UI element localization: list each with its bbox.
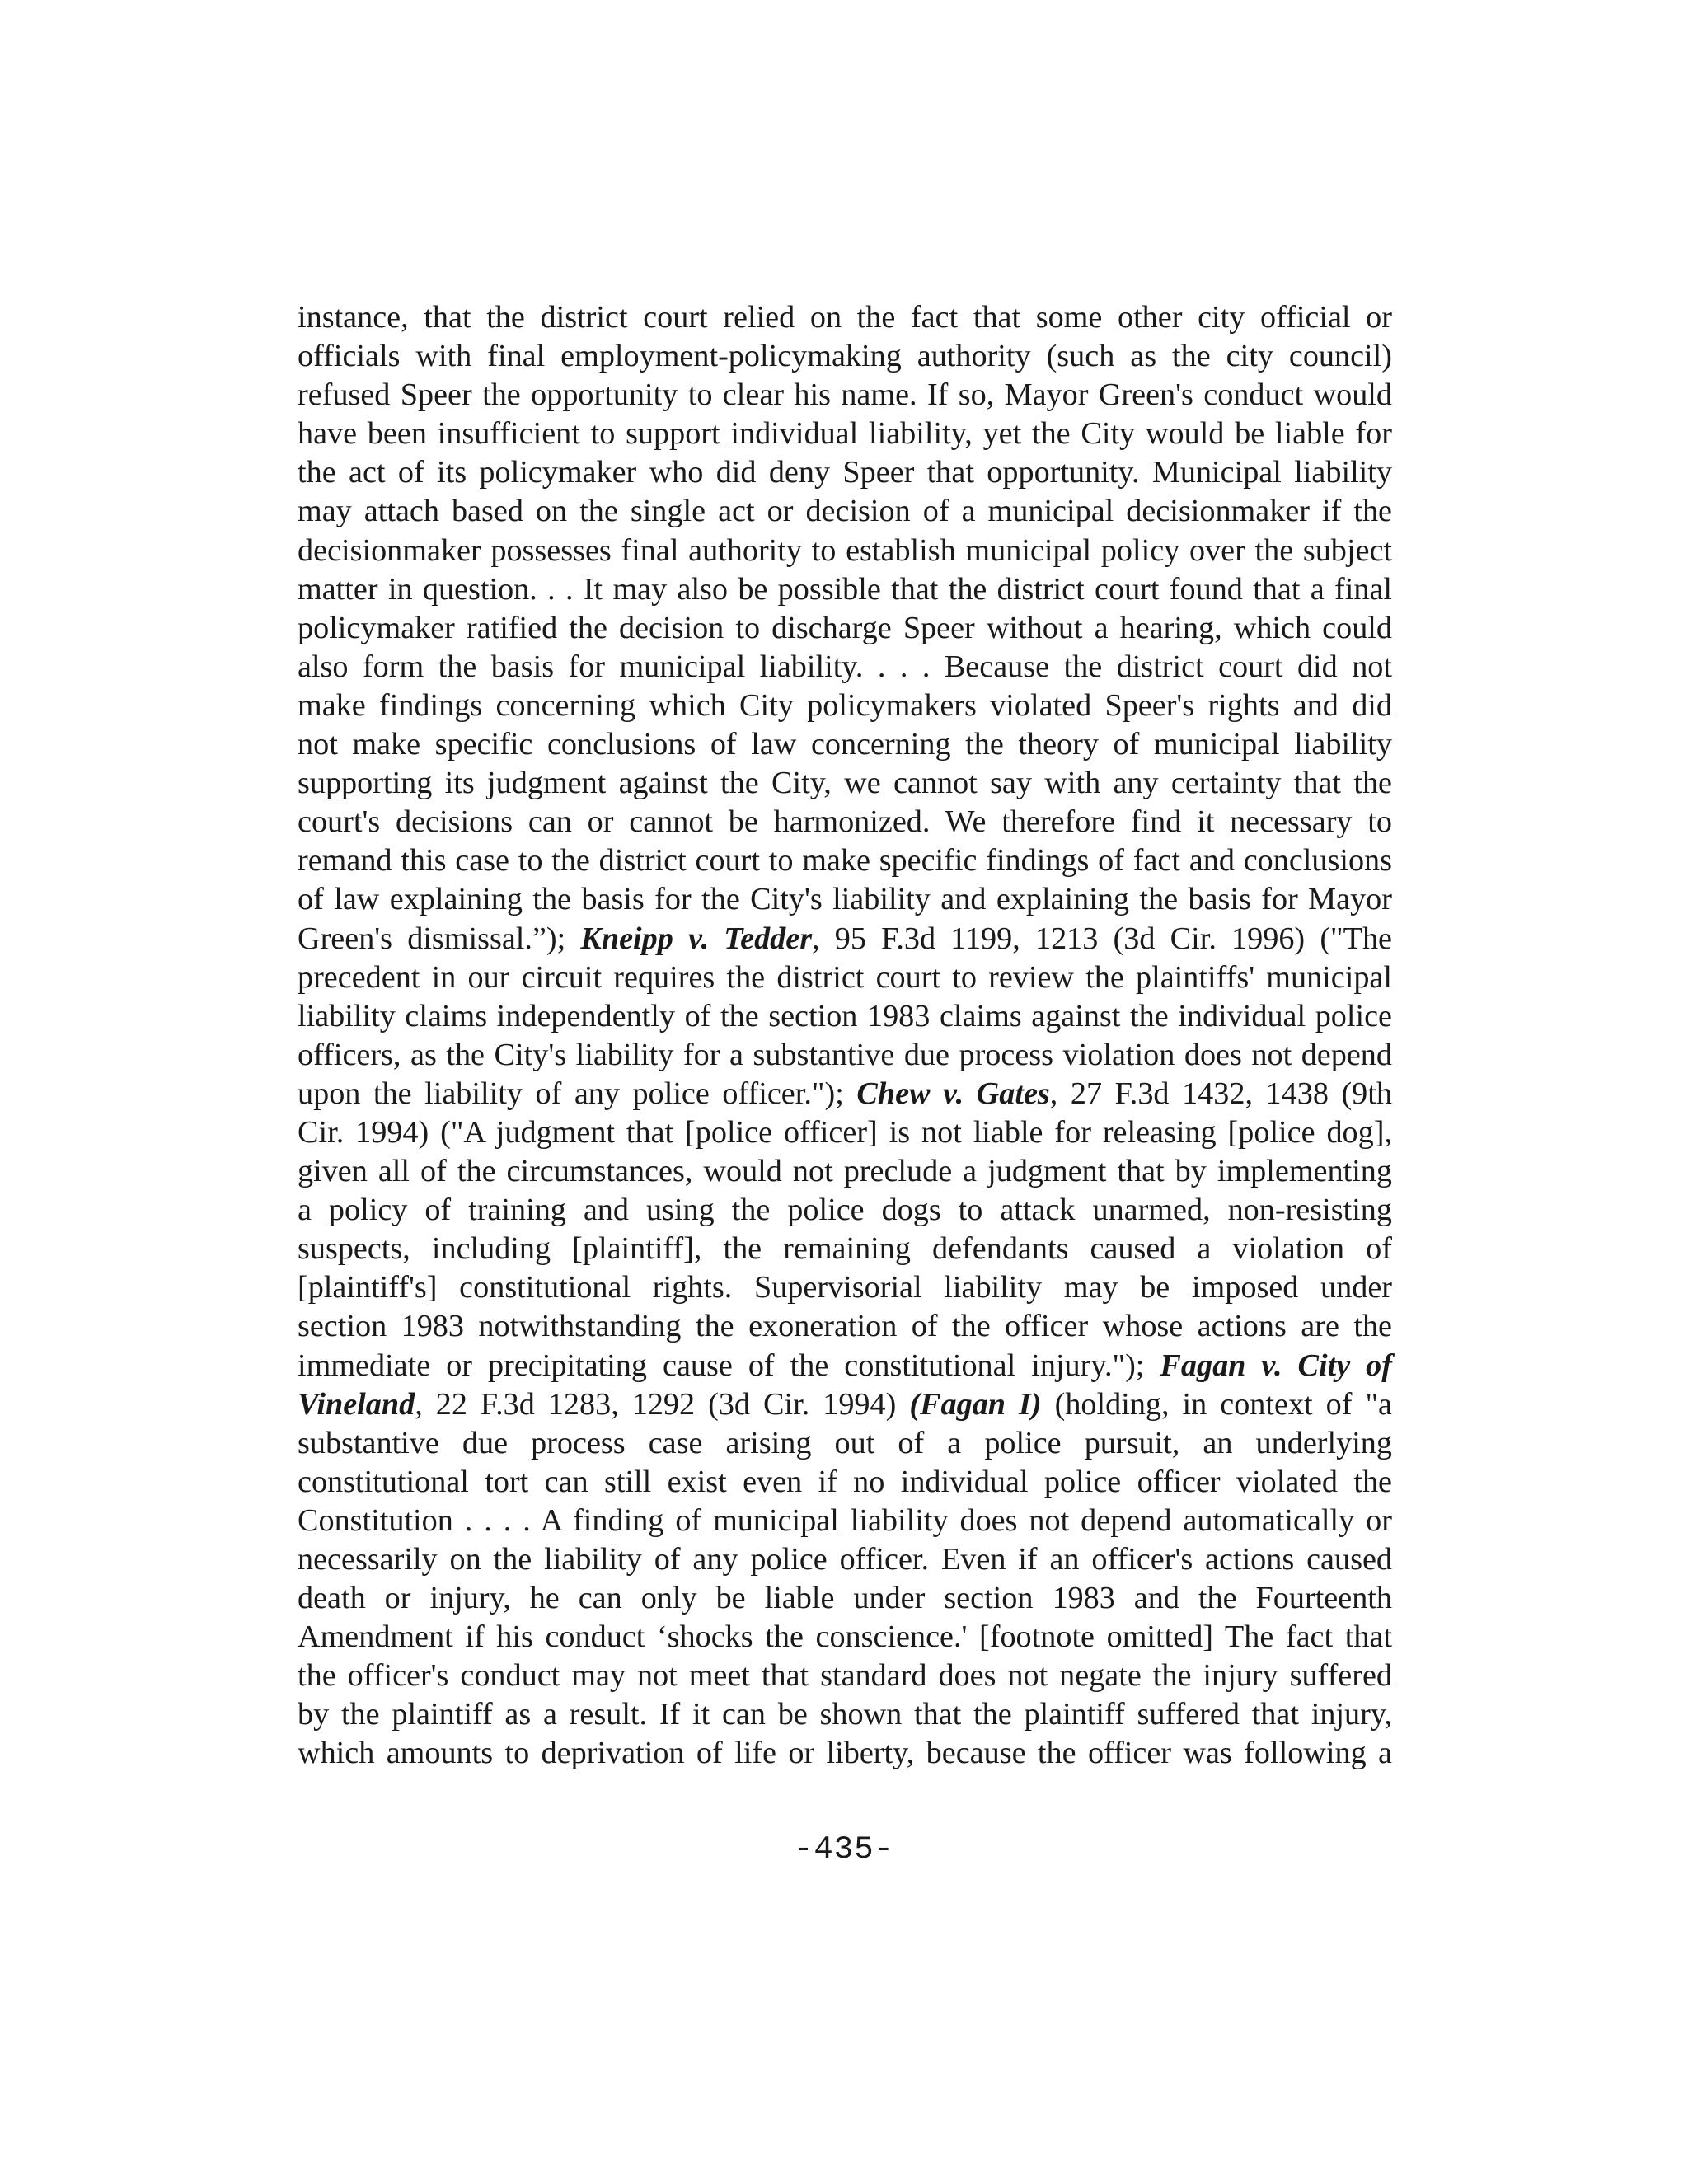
text-line xyxy=(298,1695,1392,1734)
text-segment: have been insufficient to support individual liability, yet the City would be liable for xyxy=(298,416,1392,452)
text-segment: (holding, in context of "a xyxy=(1041,1386,1392,1422)
text-line xyxy=(298,687,1392,725)
text-line xyxy=(298,648,1392,687)
text-line xyxy=(298,1268,1392,1307)
text-segment: constitutional tort can still exist even if no individual police officer violated the xyxy=(298,1464,1392,1499)
case-name: (Fagan I) xyxy=(909,1386,1042,1422)
text-line xyxy=(298,920,1392,958)
case-name: Chew v. Gates xyxy=(856,1076,1050,1111)
text-segment: liability claims independently of the section 1983 claims against the individual police xyxy=(298,998,1392,1033)
text-line xyxy=(298,803,1392,841)
text-line xyxy=(298,1657,1392,1695)
text-segment: matter in question. . . It may also be possible that the district court found that a final xyxy=(298,571,1392,607)
text-segment: suspects, including [plaintiff], the remaining defendants caused a violation of xyxy=(298,1231,1392,1267)
text-segment: Green's dismissal.”); xyxy=(298,921,581,956)
text-segment: precedent in our circuit requires the district court to review the plaintiffs' municipal xyxy=(298,959,1392,995)
text-segment: Amendment if his conduct ‘shocks the conscience.' [footnote omitted] The fact that xyxy=(298,1619,1392,1655)
text-segment: section 1983 notwithstanding the exoneration of the officer whose actions are the xyxy=(298,1309,1392,1344)
text-line xyxy=(298,1036,1392,1075)
text-line xyxy=(298,415,1392,453)
text-segment: also form the basis for municipal liability. . . . Because the district court did not xyxy=(298,649,1392,684)
text-line xyxy=(298,1307,1392,1346)
text-line xyxy=(298,841,1392,880)
text-line xyxy=(298,958,1392,997)
text-segment: the act of its policymaker who did deny Speer that opportunity. Municipal liability xyxy=(298,455,1392,490)
text-line xyxy=(298,1347,1392,1385)
text-line xyxy=(298,1579,1392,1618)
text-segment: Cir. 1994) ("A judgment that [police officer] is not liable for releasing [police dog], xyxy=(298,1114,1392,1150)
text-segment: decisionmaker possesses final authority to establish municipal policy over the subject xyxy=(298,532,1392,568)
text-segment: [plaintiff's] constitutional rights. Supervisorial liability may be imposed under xyxy=(298,1270,1392,1305)
text-segment: death or injury, he can only be liable under section 1983 and the Fourteenth xyxy=(298,1581,1392,1616)
text-line xyxy=(298,1540,1392,1579)
text-segment: not make specific conclusions of law concerning the theory of municipal liability xyxy=(298,727,1392,762)
text-line xyxy=(298,1113,1392,1152)
text-line xyxy=(298,997,1392,1036)
text-line xyxy=(298,1385,1392,1424)
text-line xyxy=(298,453,1392,492)
body-paragraph xyxy=(298,298,1392,1774)
text-segment: of law explaining the basis for the City's liability and explaining the basis for Mayor xyxy=(298,882,1392,917)
text-segment: necessarily on the liability of any police officer. Even if an officer's actions caused xyxy=(298,1542,1392,1577)
text-line xyxy=(298,1075,1392,1113)
text-segment: make findings concerning which City policymakers violated Speer's rights and did xyxy=(298,687,1392,723)
text-line xyxy=(298,532,1392,570)
text-segment: a policy of training and using the police dogs to attack unarmed, non-resisting xyxy=(298,1193,1392,1228)
text-segment: may attach based on the single act or decision of a municipal decisionmaker if the xyxy=(298,494,1392,529)
text-line xyxy=(298,725,1392,764)
text-segment: immediate or precipitating cause of the constitutional injury."); xyxy=(298,1347,1160,1383)
text-line xyxy=(298,298,1392,337)
text-line xyxy=(298,1191,1392,1230)
text-segment: Constitution . . . . A finding of municipal liability does not depend automatically or xyxy=(298,1502,1392,1538)
text-line xyxy=(298,376,1392,415)
text-line xyxy=(298,1152,1392,1191)
text-segment: upon the liability of any police officer."); xyxy=(298,1076,857,1111)
text-line xyxy=(298,1618,1392,1657)
text-segment: policymaker ratified the decision to discharge Speer without a hearing, which could xyxy=(298,610,1392,645)
text-line xyxy=(298,1424,1392,1463)
text-segment: which amounts to deprivation of life or liberty, because the officer was following a xyxy=(298,1736,1392,1771)
text-line xyxy=(298,764,1392,803)
text-line xyxy=(298,880,1392,919)
text-segment: , 27 F.3d 1432, 1438 (9th xyxy=(1049,1076,1392,1111)
text-line xyxy=(298,570,1392,609)
text-line xyxy=(298,1230,1392,1268)
text-segment: refused Speer the opportunity to clear his name. If so, Mayor Green's conduct would xyxy=(298,377,1392,413)
text-line xyxy=(298,337,1392,376)
text-segment: officials with final employment-policymaking authority (such as the city council) xyxy=(298,339,1392,374)
text-segment: , 22 F.3d 1283, 1292 (3d Cir. 1994) xyxy=(415,1386,910,1422)
text-segment: , 95 F.3d 1199, 1213 (3d Cir. 1996) ("The xyxy=(812,921,1393,956)
text-segment: substantive due process case arising out of a police pursuit, an underlying xyxy=(298,1425,1392,1460)
case-name: Fagan v. City of xyxy=(1160,1347,1392,1383)
text-line xyxy=(298,1502,1392,1540)
text-line xyxy=(298,1734,1392,1773)
text-segment: court's decisions can or cannot be harmonized. We therefore find it necessary to xyxy=(298,804,1392,840)
text-segment: officers, as the City's liability for a substantive due process violation does not depend xyxy=(298,1037,1392,1072)
page-number: -435- xyxy=(793,1831,895,1868)
text-line xyxy=(298,492,1392,531)
text-segment: instance, that the district court relied on the fact that some other city official or xyxy=(298,300,1392,335)
text-segment: supporting its judgment against the City, we cannot say with any certainty that the xyxy=(298,766,1392,801)
text-line xyxy=(298,1463,1392,1502)
text-segment: remand this case to the district court to make specific findings of fact and conclusions xyxy=(298,843,1392,879)
text-line xyxy=(298,609,1392,648)
text-segment: by the plaintiff as a result. If it can be shown that the plaintiff suffered that injury, xyxy=(298,1697,1392,1732)
text-segment: the officer's conduct may not meet that standard does not negate the injury suffered xyxy=(298,1658,1392,1694)
case-name: Kneipp v. Tedder xyxy=(580,921,813,956)
text-segment: given all of the circumstances, would not preclude a judgment that by implementing xyxy=(298,1154,1392,1189)
case-name: Vineland xyxy=(298,1386,415,1422)
